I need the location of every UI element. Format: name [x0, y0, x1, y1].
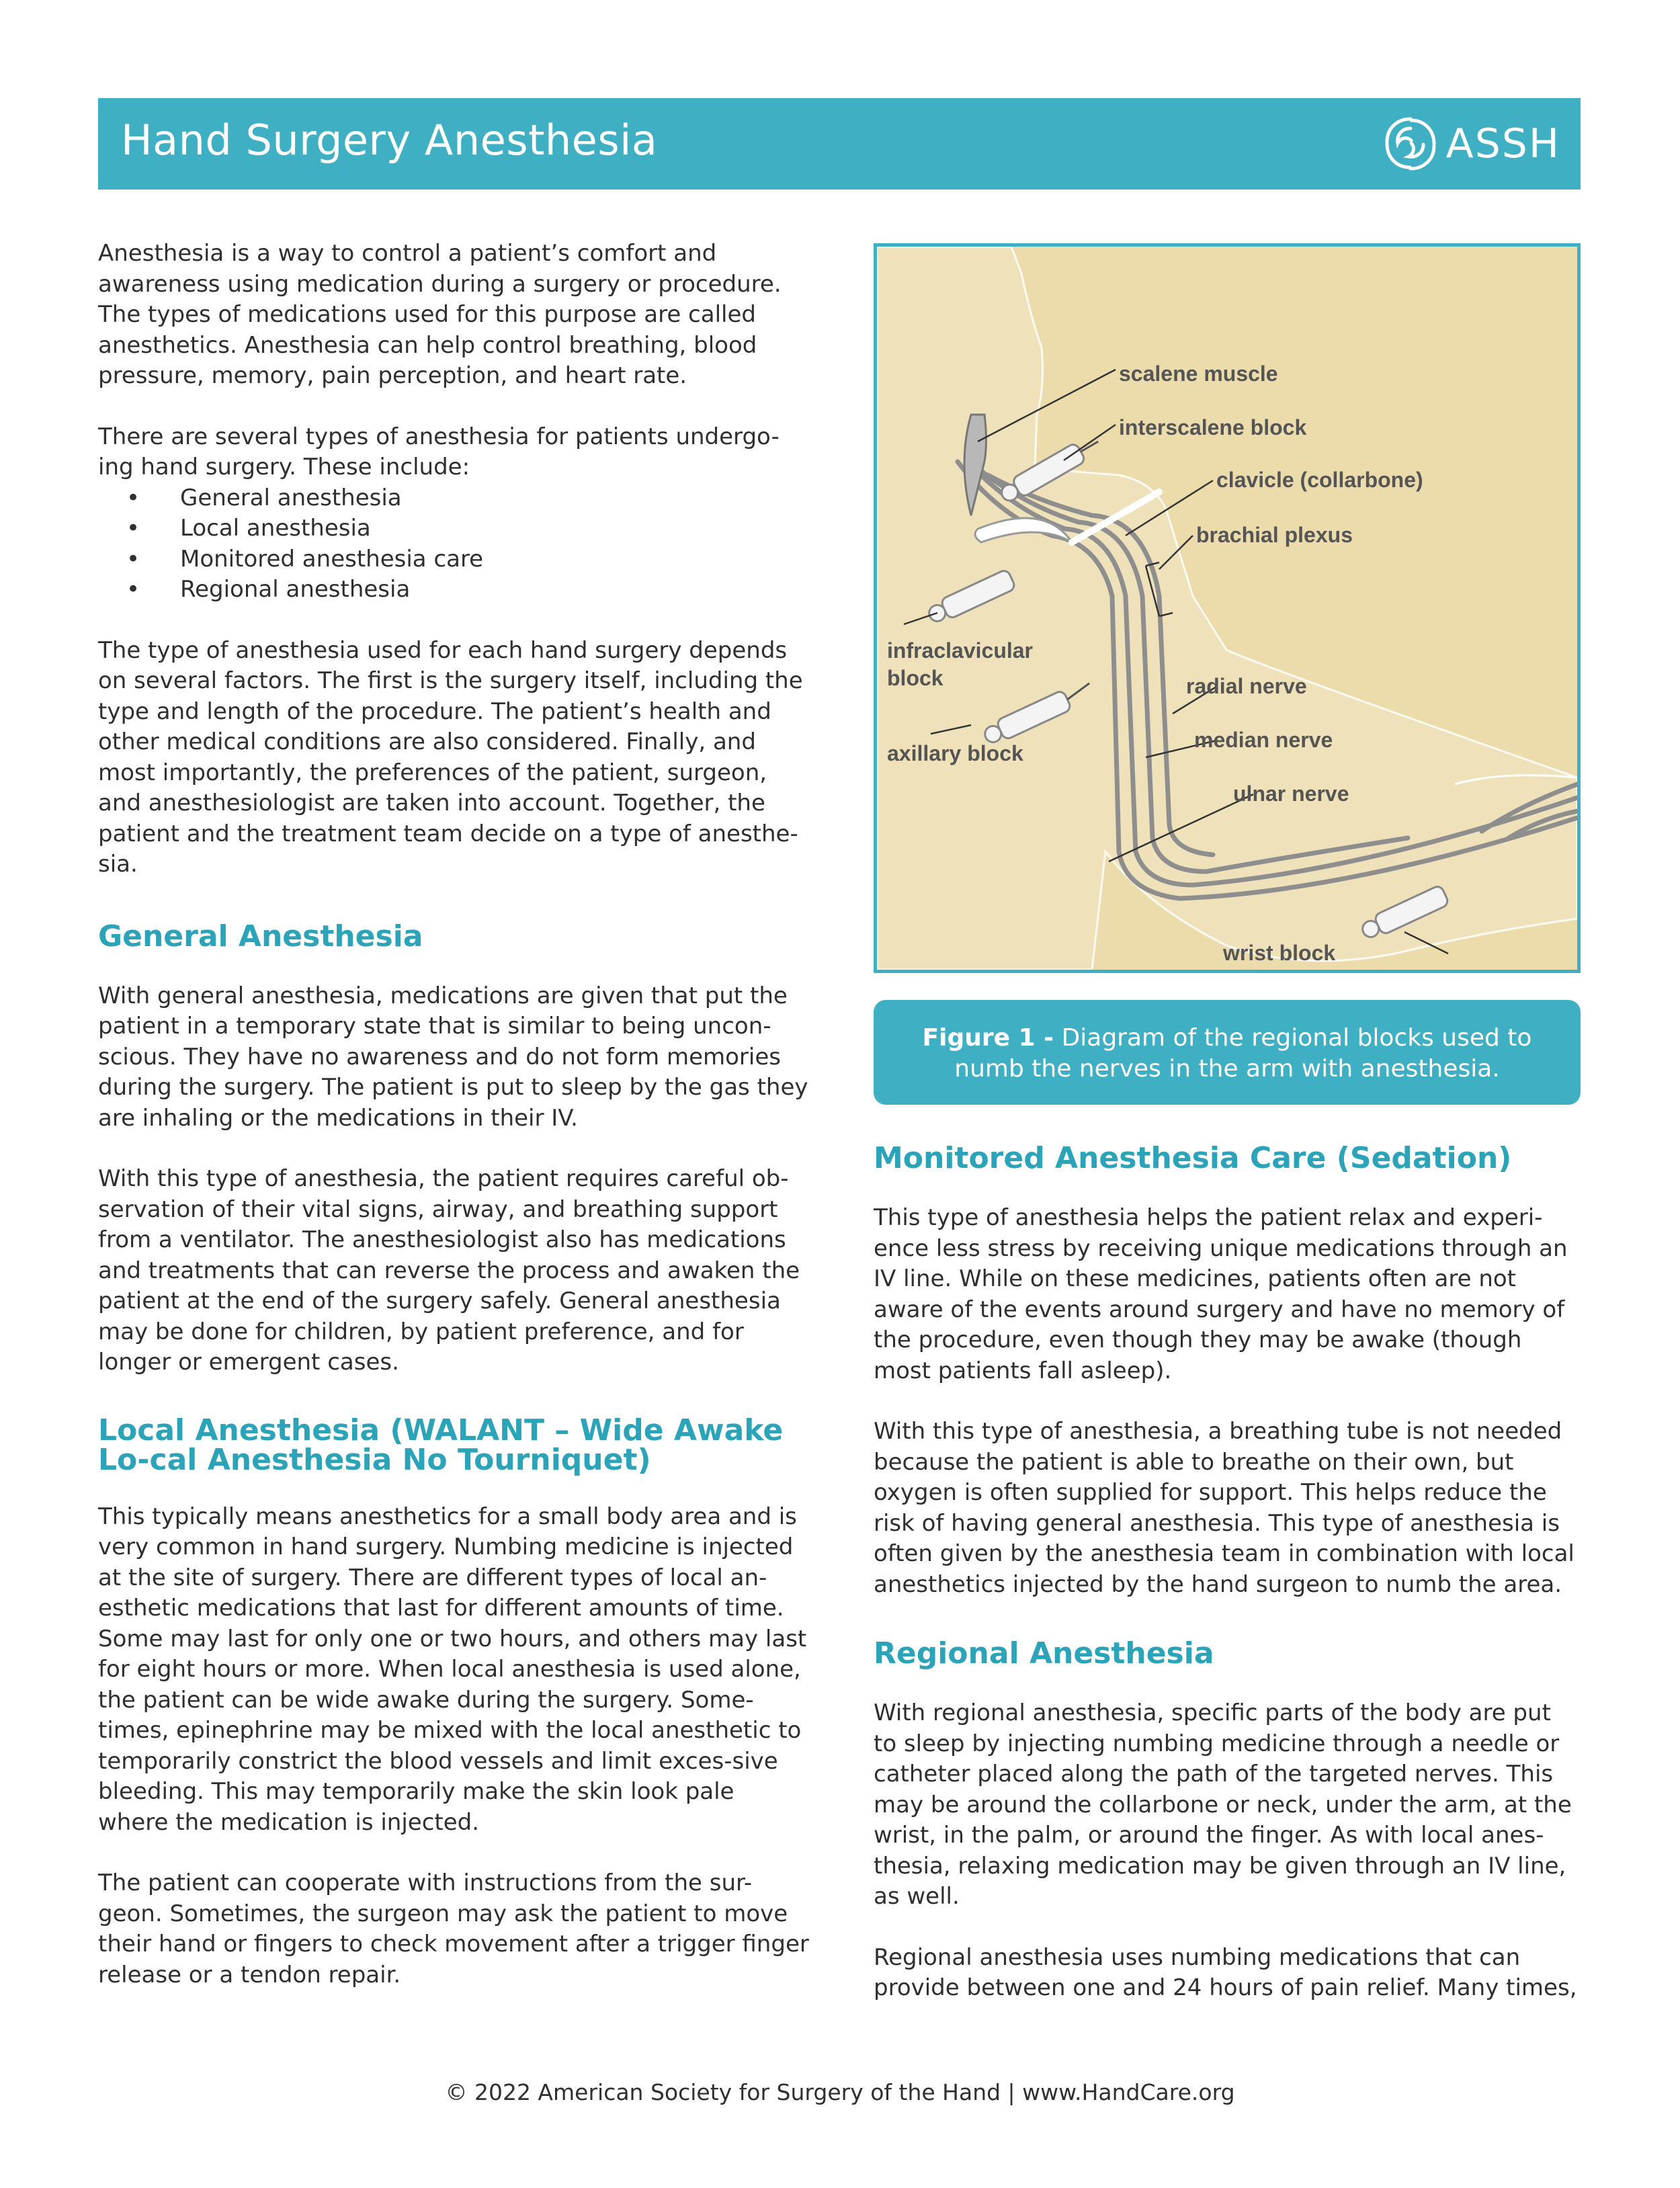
- bullet-mark: •: [126, 545, 140, 573]
- list-item: • Regional anesthesia: [98, 575, 810, 605]
- page-title: Hand Surgery Anesthesia: [121, 116, 658, 165]
- general-paragraph-2: With this type of anesthesia, the patient requires careful ob-servation of their vital signs, airway, and breathing support from a ventilator. The anesthesiologist also has medications and treatments that can reverse the process and awaken the patient at the end of the surgery safely. General anesthesia may be done for children, by patient preference, and for longer or emergent cases.: [98, 1165, 800, 1376]
- label-radial-nerve: radial nerve: [1186, 674, 1307, 698]
- regional-paragraph-1: With regional anesthesia, specific parts of the body are put to sleep by injecting numbing medicine through a needle or catheter placed along the path of the targeted nerves. This may be around the collarbone or neck, under the arm, at the wrist, in the palm, or around the finger. As with local anes-thesia, relaxing medication may be given through an IV line, as well.: [874, 1699, 1572, 1910]
- list-item: • Local anesthesia: [98, 513, 810, 544]
- figure-caption: [874, 1000, 1581, 1105]
- label-scalene-muscle: scalene muscle: [1119, 362, 1278, 386]
- left-column: [98, 239, 810, 1990]
- types-intro-paragraph: There are several types of anesthesia for patients undergo-ing hand surgery. These include:: [98, 423, 780, 480]
- mac-paragraph-1: This type of anesthesia helps the patient relax and experi-ence less stress by receiving unique medications through an IV line. While on these medicines, patients often are not aware of the events around surgery and have no memory of the procedure, even though they may be awake (though most patients fall asleep).: [874, 1204, 1568, 1384]
- page-footer: © 2022 American Society for Surgery of the Hand | www.HandCare.org: [445, 2079, 1235, 2105]
- bullet-mark: •: [126, 515, 140, 542]
- caption-text: Diagram of the regional blocks used to numb the nerves in the arm with anesthesia.: [954, 1024, 1532, 1083]
- figure-regional-blocks: [874, 243, 1581, 973]
- anesthesia-types-list: [98, 483, 810, 605]
- body-silhouette: [877, 247, 1577, 970]
- regional-paragraph-2: Regional anesthesia uses numbing medications that can provide between one and 24 hours of pain relief. Many times,: [874, 1943, 1577, 2001]
- factors-paragraph: The type of anesthesia used for each hand surgery depends on several factors. The first is the surgery itself, including the type and length of the procedure. The patient’s health and other medical conditions are also considered. Finally, and most importantly, the preferences of the patient, surgeon, and anesthesiologist are taken into account. Together, the patient and the treatment team decide on a type of anesthe-sia.: [98, 636, 803, 878]
- page-header: [98, 98, 1581, 190]
- assh-logo: [1380, 110, 1560, 177]
- mac-paragraph-2: With this type of anesthesia, a breathing tube is not needed because the patient is able to breathe on their own, but oxygen is often supplied for support. This helps reduce the risk of having general anesthesia. This type of anesthesia is often given by the anesthesia team in combination with local anesthetics injected by the hand surgeon to numb the area.: [874, 1418, 1574, 1598]
- label-brachial-plexus: brachial plexus: [1196, 523, 1353, 547]
- general-anesthesia-heading: General Anesthesia: [98, 919, 423, 954]
- list-item: • Monitored anesthesia care: [98, 544, 810, 575]
- right-column: [874, 1142, 1579, 2004]
- local-paragraph-1: This typically means anesthetics for a small body area and is very common in hand surgery. Numbing medicine is injected at the site of surgery. There are different types of local an-esthetic medications that last for different amounts of time. Some may last for only one or two hours, and others may last for eight hours or more. When local anesthesia is used alone, the patient can be wide awake during the surgery. Some-times, epinephrine may be mixed with the local anesthetic to temporarily constrict the blood vessels and limit exces-sive bleeding. This may temporarily make the skin look pale where the medication is injected.: [98, 1503, 807, 1836]
- label-clavicle: clavicle (collarbone): [1216, 468, 1423, 492]
- local-paragraph-2: The patient can cooperate with instructions from the sur-geon. Sometimes, the surgeon may ask the patient to move their hand or fingers to check movement after a trigger finger release or a tendon repair.: [98, 1869, 809, 1988]
- regional-anesthesia-heading: Regional Anesthesia: [874, 1636, 1214, 1671]
- bullet-mark: •: [126, 576, 140, 603]
- list-item: • General anesthesia: [98, 483, 810, 514]
- label-median-nerve: median nerve: [1194, 728, 1333, 752]
- general-paragraph-1: With general anesthesia, medications are given that put the patient in a temporary state that is similar to being uncon-scious. They have no awareness and do not form memories during the surgery. The patient is put to sleep by the gas they are inhaling or the medications in their IV.: [98, 982, 808, 1132]
- label-wrist-block: wrist block: [1223, 941, 1336, 965]
- arm-nerve-diagram: [877, 247, 1577, 970]
- caption-label: Figure 1 -: [922, 1024, 1054, 1052]
- local-anesthesia-heading: Local Anesthesia (WALANT – Wide Awake Lo-cal Anesthesia No Tourniquet): [98, 1413, 784, 1477]
- label-interscalene-block: interscalene block: [1119, 415, 1307, 439]
- label-infraclavicular-line2: block: [887, 666, 943, 690]
- label-axillary-block: axillary block: [887, 741, 1023, 765]
- label-infraclavicular-line1: infraclavicular: [887, 638, 1033, 663]
- assh-swirl-icon: [1380, 114, 1441, 174]
- logo-text: ASSH: [1445, 120, 1560, 167]
- intro-paragraph: Anesthesia is a way to control a patient’s comfort and awareness using medication during a surgery or procedure. The types of medications used for this purpose are called anesthetics. Anesthesia can help control breathing, blood pressure, memory, pain perception, and heart rate.: [98, 240, 782, 389]
- bullet-mark: •: [126, 484, 140, 511]
- label-ulnar-nerve: ulnar nerve: [1233, 782, 1349, 806]
- monitored-care-heading: Monitored Anesthesia Care (Sedation): [874, 1141, 1512, 1175]
